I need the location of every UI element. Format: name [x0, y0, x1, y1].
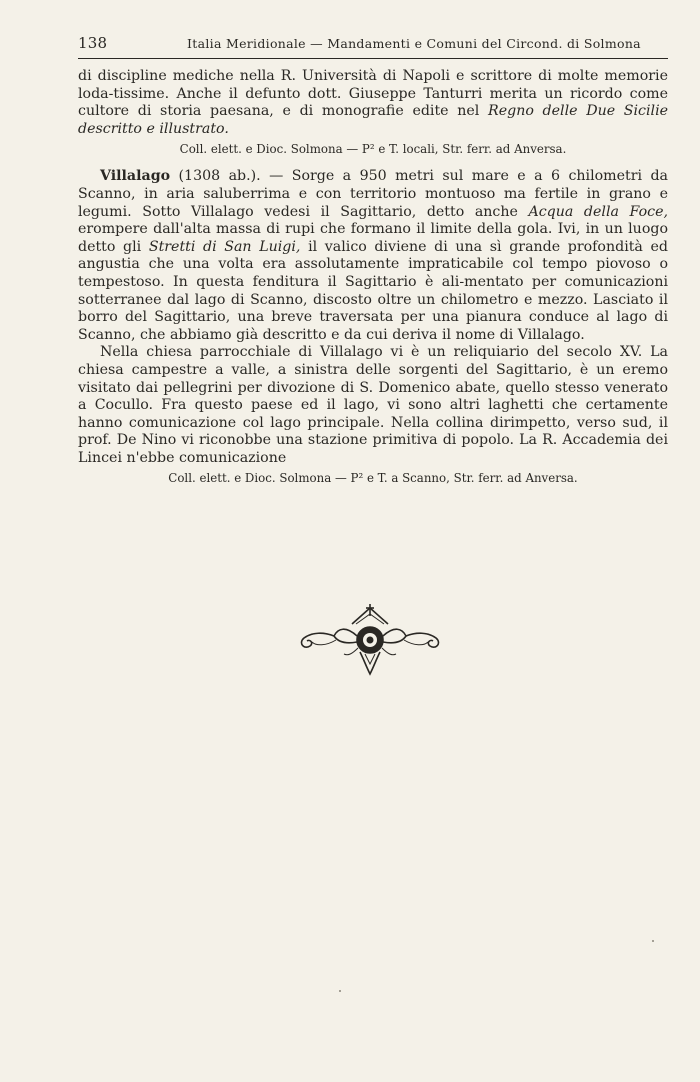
paper-speck	[339, 990, 341, 992]
paragraph-text: di discipline mediche nella R. Università di Napoli e scrittore di molte memorie loda-tissime. Anche il defunto dott. Giuseppe Tanturri merita un ricordo come cultore di storia paesana, e di monografie edite nel	[78, 68, 668, 120]
paragraph-text: (1308 ab.). — Sorge a 950 metri sul mare e a 6 chilometri da Scanno, in aria saluberrima e con territorio montuoso ma fertile in grano e legumi. Sotto Villalago vedesi il Sagittario, detto anche	[78, 168, 668, 220]
floral-ornament-icon	[286, 602, 454, 682]
paragraph-villalago	[78, 168, 668, 344]
paper-speck	[652, 940, 654, 942]
entry-term: Villalago	[100, 168, 171, 185]
paragraph-text: il valico diviene di una sì grande profondità ed angustia che una volta era assolutamente impraticabile col tempo piovoso o tempestoso. In questa fenditura il Sagittario è ali-mentato per comunicazioni sotterranee dal lago di Scanno, discosto oltre un chilometro e mezzo. Lasciato il borro del Sagittario, una breve traversata per una pianura conduce al lago di Scanno, che abbiamo già descritto e da cui deriva il nome di Villalago.	[78, 238, 668, 343]
book-page	[78, 34, 668, 485]
reference-line: Coll. elett. e Dioc. Solmona — P² e T. locali, Str. ferr. ad Anversa.	[179, 142, 567, 157]
italic-place: Stretti di San Luigi,	[148, 238, 301, 255]
italic-title: Regno delle Due Sicilie descritto e illustrato.	[78, 103, 669, 137]
paragraph-chiesa: Nella chiesa parrocchiale di Villalago vi è un reliquiario del secolo XV. La chiesa campestre a valle, a sinistra delle sorgenti del Sagittario, è un eremo visitato dai pellegrini per divozione di S. Domenico abate, quello stesso venerato a Cocullo. Fra questo paese ed il lago, vi sono altri laghetti che certamente hanno comunicazione col lago principale. Nella collina dirimpetto, verso sud, il prof. De Nino vi riconobbe una stazione primitiva di popolo. La R. Accademia dei Lincei n'ebbe comunicazione	[78, 344, 668, 466]
running-header	[78, 34, 668, 59]
reference-line: Coll. elett. e Dioc. Solmona — P² e T. a Scanno, Str. ferr. ad Anversa.	[168, 471, 578, 486]
italic-place: Acqua della Foce,	[528, 203, 668, 220]
paragraph-text: erompere dall'alta massa di rupi che formano il limite della gola. Ivi, in un luogo detto gli	[78, 221, 668, 255]
paragraph-continuation	[78, 68, 668, 138]
header-title: Italia Meridionale — Mandamenti e Comuni del Circond. di Solmona	[187, 36, 641, 51]
page-number: 138	[78, 34, 108, 52]
